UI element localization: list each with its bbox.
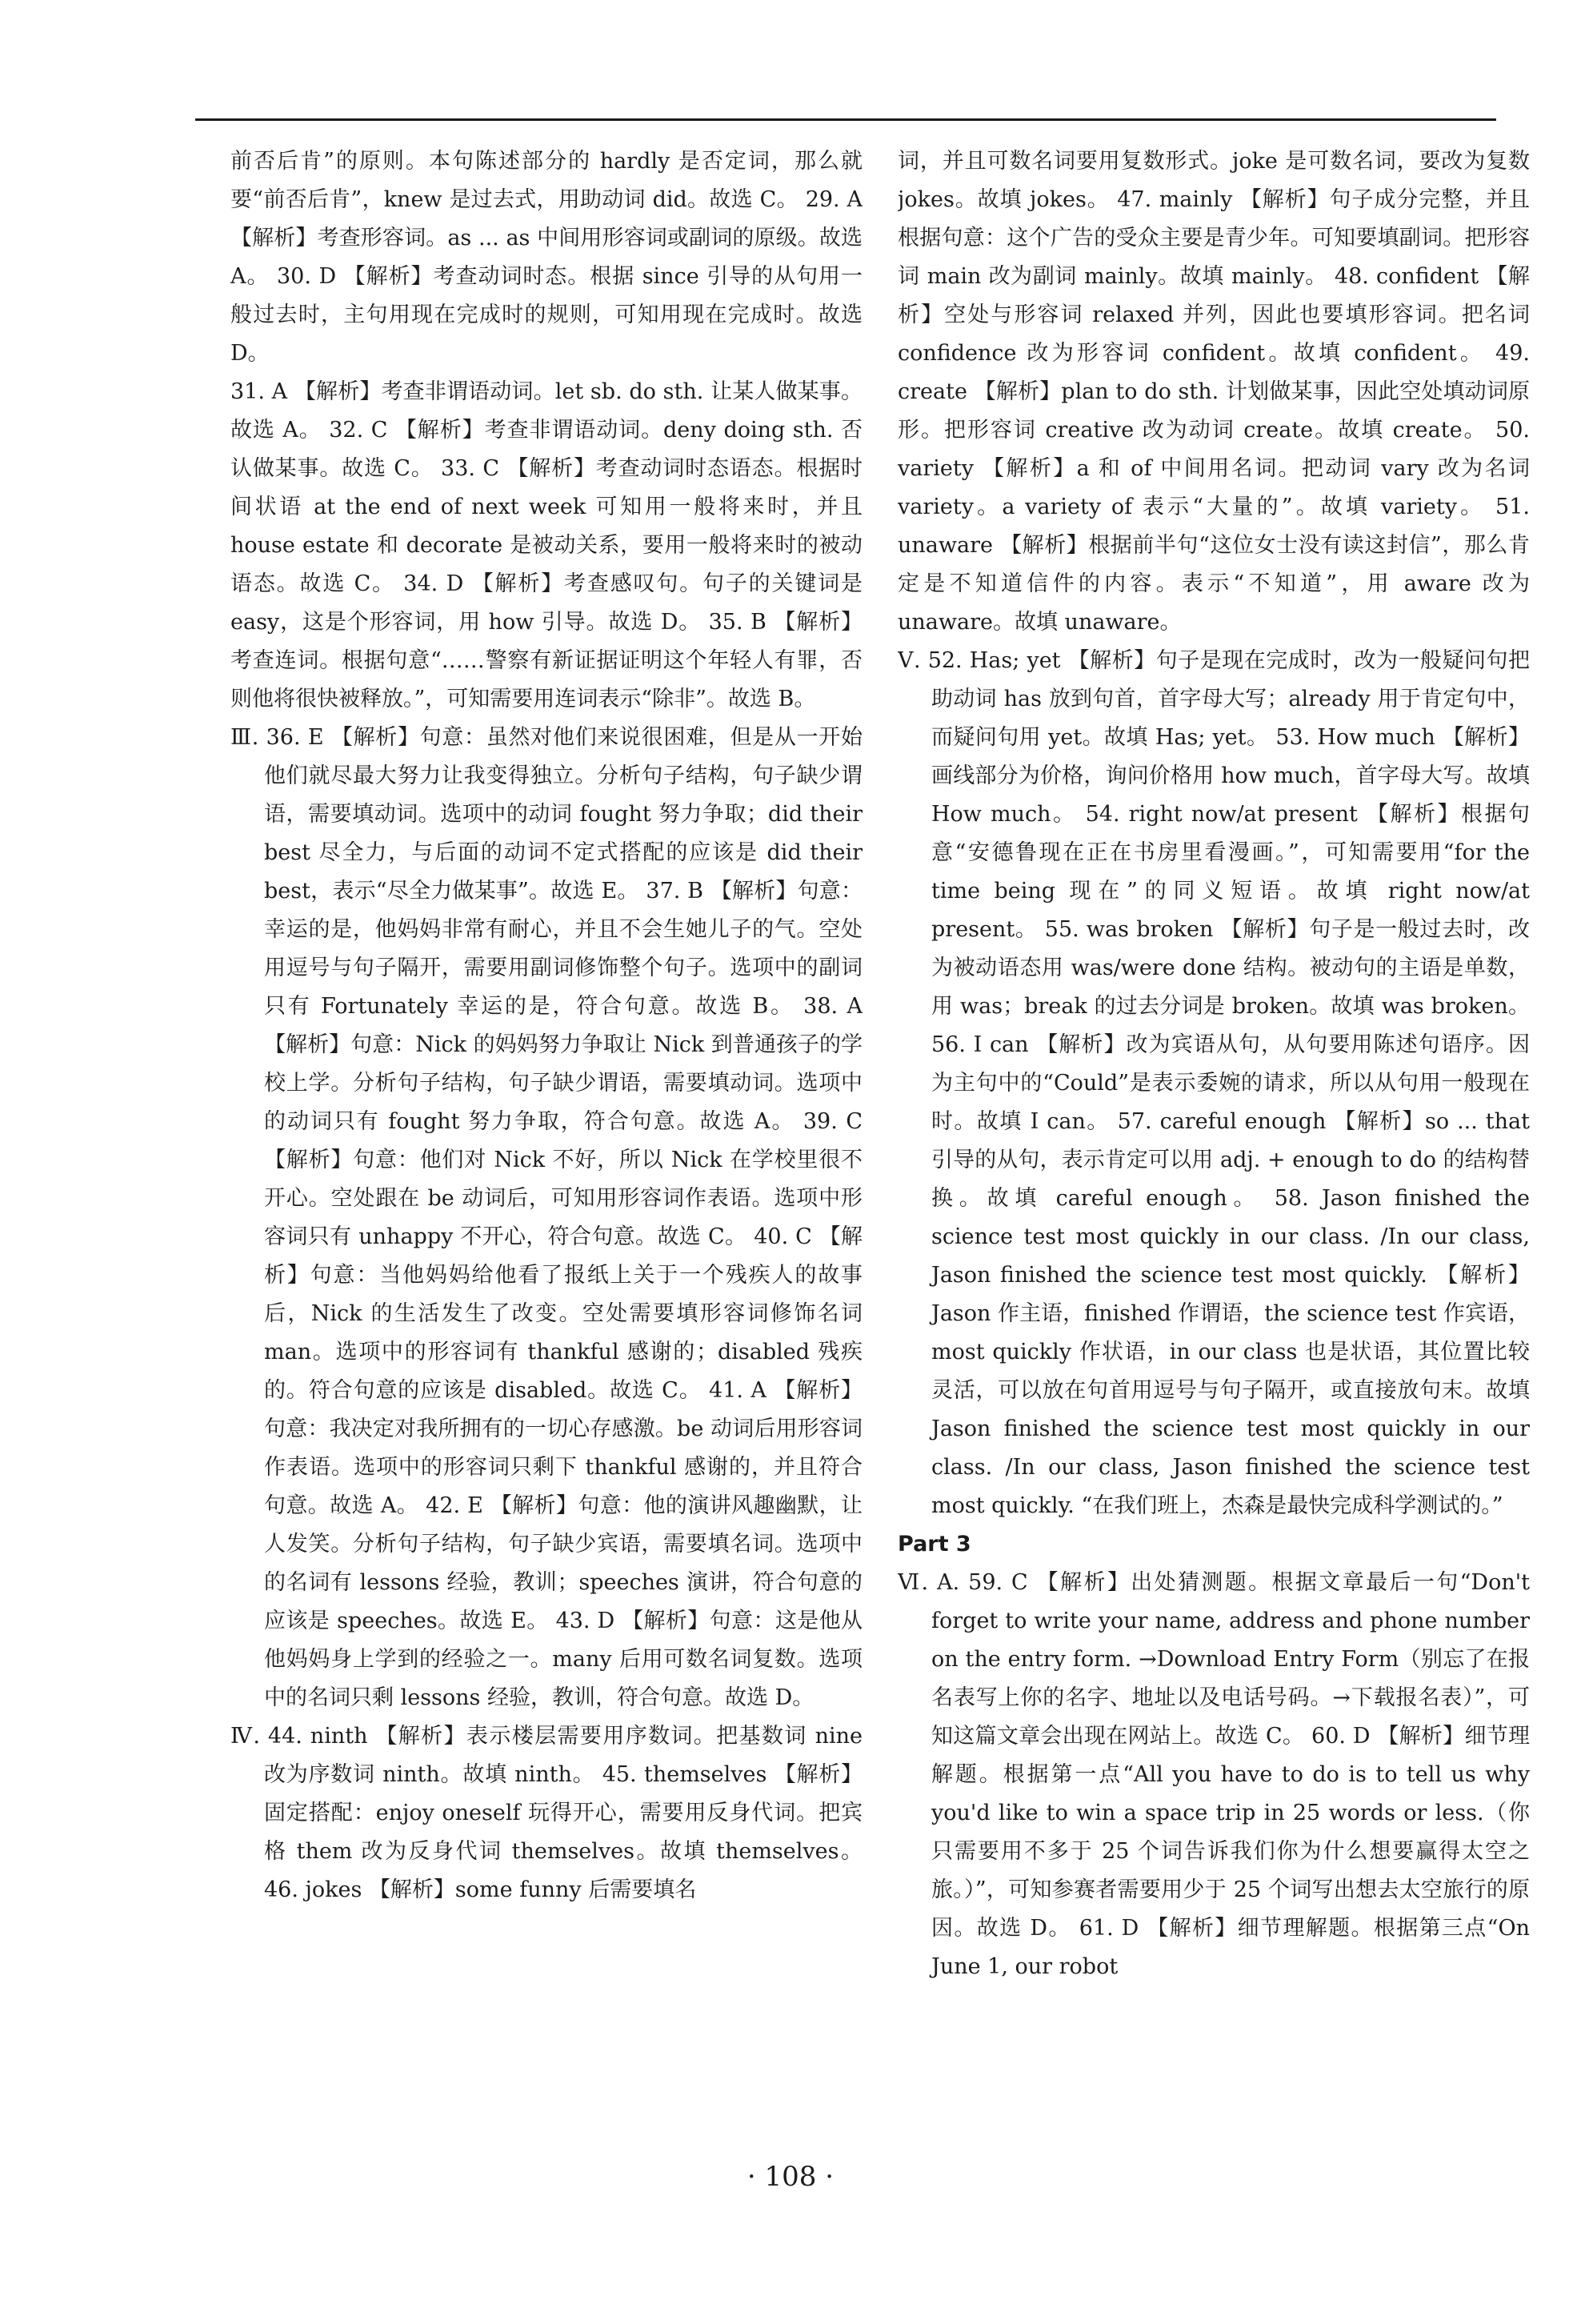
header-rule xyxy=(195,118,1496,121)
paragraph-answers-28-30: 前否后肯”的原则。本句陈述部分的 hardly 是否定词，那么就要“前否后肯”，knew 是过去式，用助动词 did。故选 C。 29. A 【解析】考查形容词。as ... as 中间用形容词或副词的原级。故选 A。 30. D 【解析】考查动词时态。根据 since 引导的从句用一般过去时，主句用现在完成时的规则，可知用现在完成时。故选 D。 xyxy=(230,149,863,366)
page-number: · 108 · xyxy=(746,2161,835,2193)
section-v-answers: Ⅴ. 52. Has; yet 【解析】句子是现在完成时，改为一般疑问句把助动词 has 放到句首，首字母大写；already 用于肯定句中，而疑问句用 yet。故填 Has; yet。 53. How much 【解析】画线部分为价格，询问价格用 how much，首字母大写。故填 How much。 54. right now/at present 【解析】根据句意“安德鲁现在正在书房里看漫画。”，可知需要用“for the time being 现在”的同义短语。故填 right now/at present。 55. was broken 【解析】句子是一般过去时，改为被动语态用 was/were done 结构。被动句的主语是单数，用 was；break 的过去分词是 broken。故填 was broken。 56. I can 【解析】改为宾语从句，从句要用陈述句语序。因为主句中的“Could”是表示委婉的请求，所以从句用一般现在时。故填 I can。 57. careful enough 【解析】so ... that 引导的从句，表示肯定可以用 adj. + enough to do 的结构替换。故填 careful enough。 58. Jason finished the science test most quickly in our class. /In our class, Jason finished the science test most quickly. 【解析】Jason 作主语，finished 作谓语，the science test 作宾语，most quickly 作状语，in our class 也是状语，其位置比较灵活，可以放在句首用逗号与句子隔开，或直接放句末。故填 Jason finished the science test most quickly in our class. /In our class, Jason finished the science test most quickly. “在我们班上，杰森是最快完成科学测试的。” xyxy=(898,648,1530,1518)
section-vi-answers: Ⅵ. A. 59. C 【解析】出处猜测题。根据文章最后一句“Don't forget to write your name, address and phone number on the entry form. →Download Entry Form（别忘了在报名表写上你的名字、地址以及电话号码。→下载报名表）”，可知这篇文章会出现在网站上。故选 C。 60. D 【解析】细节理解题。根据第一点“All you have to do is to tell us why you'd like to win a space trip in 25 words or less.（你只需要用不多于 25 个词告诉我们你为什么想要赢得太空之旅。）”，可知参赛者需要用少于 25 个词写出想去太空旅行的原因。故选 D。 61. D 【解析】细节理解题。根据第三点“On June 1, our robot xyxy=(898,1570,1530,1979)
part-3-heading: Part 3 xyxy=(898,1532,971,1557)
paragraph-answers-31-35: 31. A 【解析】考查非谓语动词。let sb. do sth. 让某人做某事。故选 A。 32. C 【解析】考查非谓语动词。deny doing sth. 否认做某事。故选 C。 33. C 【解析】考查动词时态语态。根据时间状语 at the end of next week 可知用一般将来时，并且 house estate 和 decorate 是被动关系，要用一般将来时的被动语态。故选 C。 34. D 【解析】考查感叹句。句子的关键词是 easy，这是个形容词，用 how 引导。故选 D。 35. B 【解析】考查连词。根据句意“……警察有新证据证明这个年轻人有罪，否则他将很快被释放。”，可知需要用连词表示“除非”。故选 B。 xyxy=(230,379,863,711)
right-column xyxy=(898,142,1530,2119)
section-iv-answers: Ⅳ. 44. ninth 【解析】表示楼层需要用序数词。把基数词 nine 改为序数词 ninth。故填 ninth。 45. themselves 【解析】固定搭配：enjoy oneself 玩得开心，需要用反身代词。把宾格 them 改为反身代词 themselves。故填 themselves。 46. jokes 【解析】some funny 后需要填名 xyxy=(230,1724,863,1902)
left-column xyxy=(230,142,863,2119)
section-iii-answers: Ⅲ. 36. E 【解析】句意：虽然对他们来说很困难，但是从一开始他们就尽最大努力让我变得独立。分析句子结构，句子缺少谓语，需要填动词。选项中的动词 fought 努力争取；did their best 尽全力，与后面的动词不定式搭配的应该是 did their best，表示“尽全力做某事”。故选 E。 37. B 【解析】句意：幸运的是，他妈妈非常有耐心，并且不会生她儿子的气。空处用逗号与句子隔开，需要用副词修饰整个句子。选项中的副词只有 Fortunately 幸运的是，符合句意。故选 B。 38. A 【解析】句意：Nick 的妈妈努力争取让 Nick 到普通孩子的学校上学。分析句子结构，句子缺少谓语，需要填动词。选项中的动词只有 fought 努力争取，符合句意。故选 A。 39. C 【解析】句意：他们对 Nick 不好，所以 Nick 在学校里很不开心。空处跟在 be 动词后，可知用形容词作表语。选项中形容词只有 unhappy 不开心，符合句意。故选 C。 40. C 【解析】句意：当他妈妈给他看了报纸上关于一个残疾人的故事后，Nick 的生活发生了改变。空处需要填形容词修饰名词 man。选项中的形容词有 thankful 感谢的；disabled 残疾的。符合句意的应该是 disabled。故选 C。 41. A 【解析】句意：我决定对我所拥有的一切心存感激。be 动词后用形容词作表语。选项中的形容词只剩下 thankful 感谢的，并且符合句意。故选 A。 42. E 【解析】句意：他的演讲风趣幽默，让人发笑。分析句子结构，句子缺少宾语，需要填名词。选项中的名词有 lessons 经验，教训；speeches 演讲，符合句意的应该是 speeches。故选 E。 43. D 【解析】句意：这是他从他妈妈身上学到的经验之一。many 后用可数名词复数。选项中的名词只剩 lessons 经验，教训，符合句意。故选 D。 xyxy=(230,725,863,1710)
paragraph-answers-46-51: 词，并且可数名词要用复数形式。joke 是可数名词，要改为复数 jokes。故填 jokes。 47. mainly 【解析】句子成分完整，并且根据句意：这个广告的受众主要是青少年。可知要填副词。把形容词 main 改为副词 mainly。故填 mainly。 48. confident 【解析】空处与形容词 relaxed 并列，因此也要填形容词。把名词 confidence 改为形容词 confident。故填 confident。 49. create 【解析】plan to do sth. 计划做某事，因此空处填动词原形。把形容词 creative 改为动词 create。故填 create。 50. variety 【解析】a 和 of 中间用名词。把动词 vary 改为名词 variety。a variety of 表示“大量的”。故填 variety。 51. unaware 【解析】根据前半句“这位女士没有读这封信”，那么肯定是不知道信件的内容。表示“不知道”，用 aware 改为 unaware。故填 unaware。 xyxy=(898,149,1530,635)
